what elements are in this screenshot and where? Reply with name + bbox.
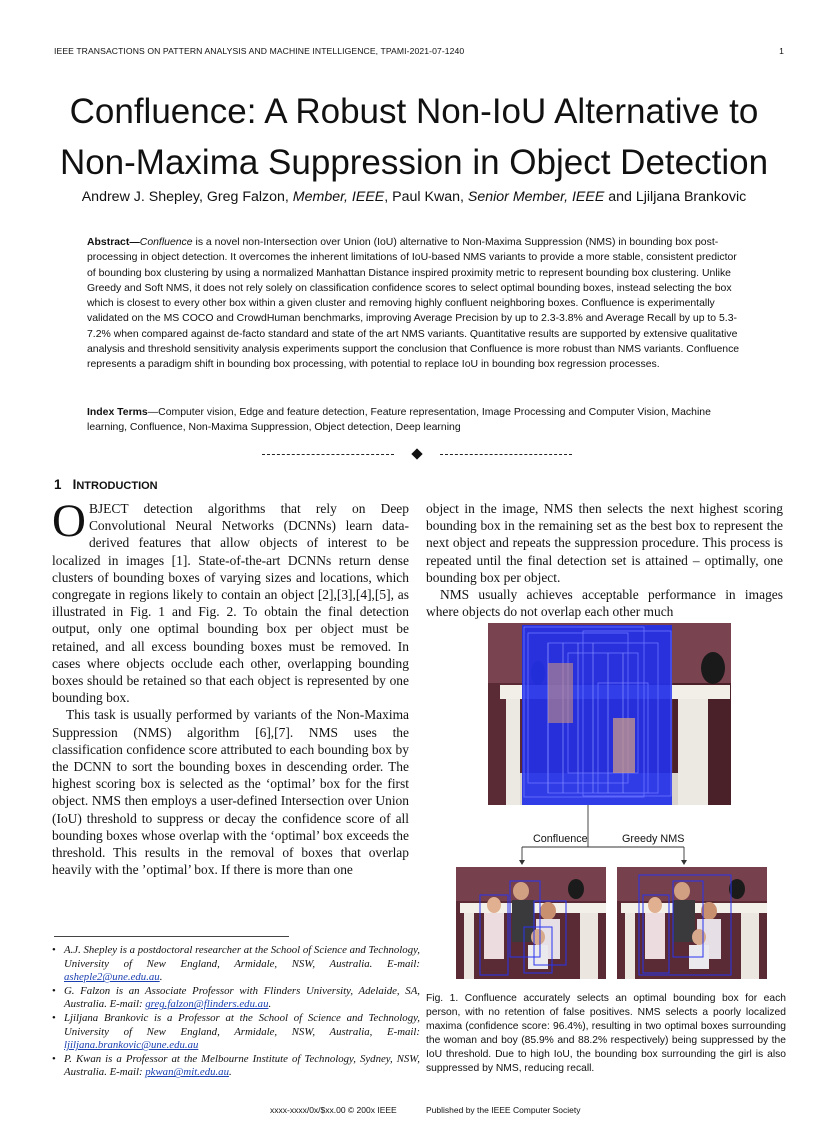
email-link[interactable]: asheple2@une.edu.au: [64, 971, 160, 984]
running-header: [54, 46, 784, 56]
greedy-nms-result-image: [617, 867, 767, 979]
paragraph-2-continued: object in the image, NMS then selects the next highest scoring bounding box in the remaining set as the best box to represent the next object and repeats the suppression procedure. This process is repeated until the final detection set is attained – optimally, one bounding box per object.: [426, 501, 783, 585]
author-2-role: Senior Member, IEEE: [467, 189, 605, 205]
index-terms: [87, 405, 747, 436]
footnote-text: G. Falzon is an Associate Professor with Flinders University, Adelaide, SA, Australia. E-mail:: [64, 984, 420, 1011]
author-1-role: Member, IEEE: [292, 189, 385, 205]
divider-diamond-icon: [411, 448, 422, 459]
section-title-rest: NTRODUCTION: [76, 480, 158, 492]
abstract-dash: —: [129, 237, 140, 248]
page-number: 1: [779, 46, 784, 56]
abstract-label: Abstract: [87, 237, 130, 248]
footnote-text: A.J. Shepley is a postdoctoral researcher at the School of Science and Technology, University of New England, Armidale, NSW, Australia. E-mail:: [64, 944, 420, 970]
left-column: [52, 495, 409, 878]
figure-caption: Fig. 1. Confluence accurately selects an optimal bounding box for each person, with no retention of false positives. NMS selects a poorly localized maxima (confidence score: 96.4%), resulting in two optimal boxes surrounding the woman and boy (85.9% and 88.2% respectively) being suppressed by the IoU threshold. Due to high IoU, the bounding box surrounding the girl is also suppressed by NMS, reducing recall.: [426, 993, 786, 1074]
footnote-item: [64, 1012, 420, 1053]
footnote-item: [64, 944, 420, 985]
abstract-text: is a novel non-Intersection over Union (IoU) alternative to Non-Maxima Suppression (NMS) in bounding box post-processing in object detection. It overcomes the inherent limitations of IoU-based NMS variants to provide a more stable, consistent predictor of bounding box clustering by using a normalized Manhattan Distance inspired proximity metric to represent bounding box clustering. Unlike Greedy and Soft NMS, it does not rely solely on classification confidence scores to select optimal bounding boxes, instead selecting the box which is closest to every other box within a given cluster and removing highly confluent neighboring boxes. Confluence is experimentally validated on the MS COCO and CrowdHuman benchmarks, improving Average Precision by up to 2.3-3.8% and Average Recall by up to 5.3-7.2% when compared against de-facto standard and state of the art NMS variants. Quantitative results are supported by extensive qualitative analysis and threshold sensitivity analysis experiments support the conclusion that Confluence is more robust than NMS variants. Confluence represents a paradigm shift in bounding box processing, with potential to replace IoU in bounding box regression processes.: [87, 237, 740, 371]
section-number: 1: [54, 477, 62, 492]
right-column: [426, 500, 783, 620]
email-link[interactable]: ljiljana.brankovic@une.edu.au: [64, 1039, 199, 1052]
author-1: Andrew J. Shepley, Greg Falzon,: [81, 189, 293, 205]
author-2: , Paul Kwan,: [384, 189, 468, 205]
author-list: [30, 189, 798, 205]
footnote-rule: [54, 936, 289, 937]
abstract: [87, 235, 747, 373]
divider-dash-right: [440, 454, 572, 455]
paragraph-1: [52, 495, 409, 706]
figure-dense-detections-image: [488, 623, 731, 805]
footnote-item: [64, 1053, 420, 1080]
divider-dash-left: [262, 454, 394, 455]
index-terms-text: —Computer vision, Edge and feature detection, Feature representation, Image Processing and Computer Vision, Machine learning, Confluence, Non-Maxima Suppression, Object detection, Deep learning: [87, 407, 711, 434]
footnote-text: P. Kwan is a Professor at the Melbourne Institute of Technology, Sydney, NSW, Australia. E-mail:: [64, 1052, 420, 1079]
section-initial: I: [72, 477, 77, 492]
copyright-notice: xxxx-xxxx/0x/$xx.00 © 200x IEEE: [270, 1105, 397, 1115]
section-heading: [54, 477, 158, 492]
footnote-tail: .: [159, 971, 163, 984]
page-footer: [270, 1105, 600, 1115]
title-line-1: Confluence: A Robust Non-IoU Alternative to: [69, 92, 759, 131]
section-divider: [262, 447, 572, 461]
paragraph-3: NMS usually achieves acceptable performance in images where objects do not overlap each other much: [426, 587, 783, 620]
footnote-tail: .: [268, 998, 272, 1011]
publisher-notice: Published by the IEEE Computer Society: [426, 1105, 581, 1115]
confluence-result-image: [456, 867, 606, 979]
email-link[interactable]: greg.falzon@flinders.edu.au: [145, 998, 269, 1011]
footnotes: [52, 944, 420, 1080]
paragraph-2: This task is usually performed by variants of the Non-Maxima Suppression (NMS) algorithm [6],[7]. NMS uses the classification confidence score attributed to each bounding box by the DCNN to sort the bounding boxes in descending order. The highest scoring box is selected as the ‘optimal’ box for the first object. NMS then employs a user-defined Intersection over Union (IoU) threshold to suppress or decay the confidence score of all bounding boxes whose overlap with the ‘optimal’ box exceeds the threshold. This results in the removal of boxes that overlap heavily with the ’optimal’ box. If there is more than one: [52, 707, 409, 878]
confluence-branch-label: Confluence: [533, 833, 588, 845]
index-terms-label: Index Terms: [87, 407, 148, 418]
abstract-method-name: Confluence: [139, 237, 193, 248]
drop-cap: O: [52, 495, 86, 547]
footnote-text: Ljiljana Brankovic is a Professor at the School of Science and Technology, University of New England, Armidale, NSW, Australia, E-mail:: [64, 1011, 420, 1038]
author-3: and Ljiljana Brankovic: [604, 189, 747, 205]
greedy-nms-branch-label: Greedy NMS: [622, 833, 685, 845]
paper-title: [30, 86, 798, 188]
footnote-tail: .: [228, 1066, 232, 1079]
paragraph-1-text: BJECT detection algorithms that rely on Deep Convolutional Neural Networks (DCNNs) learn data-derived features that allow objects of interest to be localized in images [1]. State-of-the-art DCNNs return dense clusters of bounding boxes of varying sizes and locations, which congregate in regions likely to contain an object [2],[3],[4],[5], as illustrated in Fig. 1 and Fig. 2. To obtain the final detection output, only one optimal bounding box per object must be retained, and all excess bounding boxes must be removed. In cases where objects occlude each other, overlapping bounding boxes should be retained so that each object is represented by one bounding box.: [52, 501, 409, 706]
journal-title: IEEE TRANSACTIONS ON PATTERN ANALYSIS AND MACHINE INTELLIGENCE, TPAMI-2021-07-1240: [54, 46, 465, 56]
footnote-item: [64, 985, 420, 1012]
email-link[interactable]: pkwan@mit.edu.au: [145, 1066, 229, 1079]
title-line-2: Non-Maxima Suppression in Object Detection: [59, 143, 769, 182]
